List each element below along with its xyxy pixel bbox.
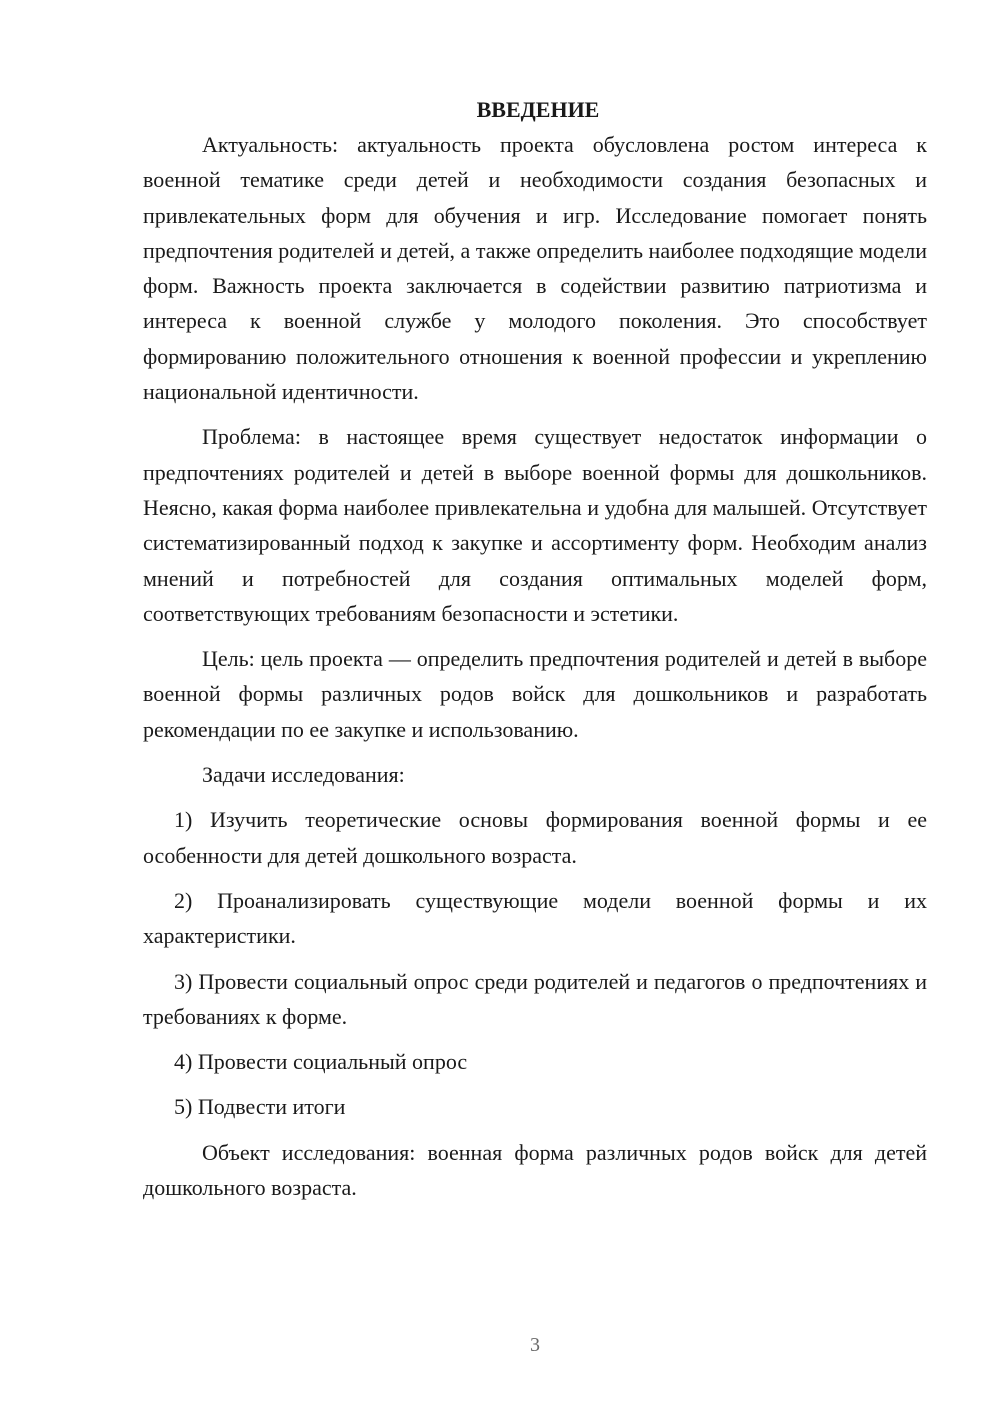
task-item-5: 5) Подвести итоги <box>174 1094 346 1120</box>
document-page <box>143 92 927 1205</box>
object-paragraph: Объект исследования: военная форма различных родов войск для детей дошкольного возраста. <box>143 1139 927 1201</box>
tasks-heading: Задачи исследования: <box>202 762 405 788</box>
relevance-paragraph: Актуальность: актуальность проекта обусловлена ростом интереса к военной тематике среди детей и необходимости создания безопасных и привлекательных форм для обучения и игр. Исследование помогает понять предпочтения родителей и детей, а также определить наиболее подходящие модели форм. Важность проекта заключается в содействии развитию патриотизма и интереса к военной службе у молодого поколения. Это способствует формированию положительного отношения к военной профессии и укреплению национальной идентичности. <box>143 132 927 405</box>
task-item-2: 2) Проанализировать существующие модели военной формы и их характеристики. <box>143 887 927 949</box>
goal-paragraph: Цель: цель проекта — определить предпочтения родителей и детей в выборе военной формы различных родов войск для дошкольников и разработать рекомендации по ее закупке и использованию. <box>143 646 927 742</box>
task-item-3: 3) Провести социальный опрос среди родителей и педагогов о предпочтениях и требованиях к форме. <box>143 968 927 1029</box>
problem-paragraph: Проблема: в настоящее время существует недостаток информации о предпочтениях родителей и детей в выборе военной формы для дошкольников. Неясно, какая форма наиболее привлекательна и удобна для малышей. Отсутствует систематизированный подход к закупке и ассортименту форм. Необходим анализ мнений и потребностей для создания оптимальных моделей форм, соответствующих требованиям безопасности и эстетики. <box>143 424 927 626</box>
section-title: ВВЕДЕНИЕ <box>476 97 600 122</box>
page-number: 3 <box>530 1334 540 1356</box>
task-item-4: 4) Провести социальный опрос <box>174 1049 468 1075</box>
task-item-1: 1) Изучить теоретические основы формирования военной формы и ее особенности для детей дошкольного возраста. <box>143 807 927 868</box>
